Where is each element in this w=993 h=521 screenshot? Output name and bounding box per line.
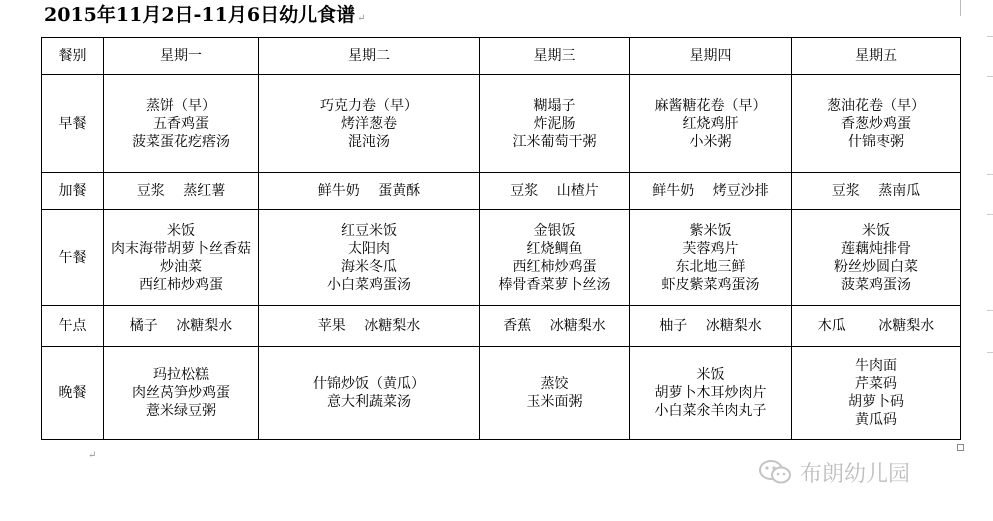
watermark-text: 布朗幼儿园 [800,461,911,487]
header-day: 星期四 [630,38,792,75]
title-text: 2015年11月2日-11月6日幼儿食谱 [44,4,356,26]
menu-cell [259,306,480,347]
meal-label: 早餐 [42,75,104,173]
dish-item: 菠菜蛋花疙瘩汤 [132,133,230,150]
dish-item: 肉末海带胡萝卜丝香菇 [111,240,251,257]
dish-item: 蒸饼（早） [146,97,216,114]
dish-item: 薏米绿豆粥 [146,403,216,419]
dish-item: 什锦枣粥 [848,133,904,150]
menu-cell [792,173,961,210]
menu-cell [630,306,792,347]
header-meal-type: 餐别 [42,38,104,75]
meal-label: 晚餐 [42,347,104,440]
dish-item: 米饭 [167,222,195,239]
dish-item: 东北地三鲜 [675,258,746,275]
watermark [758,458,910,486]
dish-item: 混沌汤 [348,133,390,150]
dish-item: 牛肉面 [855,358,897,374]
dish-item: 糊塌子 [533,97,576,114]
paragraph-mark: ↵ [357,13,366,24]
dish-item: 金银饭 [533,222,576,239]
dish-item: 米饭 [862,222,890,239]
menu-cell [104,173,259,210]
dish-item: 香蕉 冰糖梨水 [503,318,606,334]
menu-cell [630,75,792,173]
menu-cell [104,75,259,173]
dish-item: 莲藕炖排骨 [841,240,911,257]
dish-item: 粉丝炒圆白菜 [834,258,918,275]
dish-item: 红烧鸡肝 [682,115,739,132]
page-title [44,2,365,28]
dish-item: 江米葡萄干粥 [512,133,597,150]
menu-cell [792,347,961,440]
table-row [42,173,961,210]
dish-item: 柚子 冰糖梨水 [659,318,762,334]
dish-item: 苹果 冰糖梨水 [317,318,421,334]
margin-marker [987,352,993,353]
dish-item: 麻酱糖花卷（早） [654,97,767,114]
meal-label: 午点 [42,306,104,347]
dish-item: 芹菜码 [855,376,897,392]
header-day: 星期五 [792,38,961,75]
dish-item: 玛拉松糕 [153,367,209,383]
dish-item: 红豆米饭 [341,222,397,239]
dish-item: 香葱炒鸡蛋 [841,115,911,132]
dish-item: 鲜牛奶 烤豆沙排 [652,183,769,199]
dish-item: 炸泥肠 [533,115,576,132]
dish-item: 意大利蔬菜汤 [327,394,411,410]
menu-cell [630,210,792,306]
dish-item: 黄瓜码 [855,412,897,428]
menu-cell [480,347,630,440]
menu-cell [480,173,630,210]
page-edge-line [960,0,961,16]
dish-item: 紫米饭 [689,222,732,239]
margin-marker [987,36,993,37]
dish-item: 蒸饺 [540,376,569,392]
dish-item: 红烧鲷鱼 [526,240,583,257]
dish-item: 烤洋葱卷 [341,115,397,132]
dish-item: 小白菜鸡蛋汤 [327,276,411,293]
dish-item: 什锦炒饭（黄瓜） [313,376,425,392]
menu-cell [104,347,259,440]
dish-item: 豆浆 山楂片 [510,183,599,199]
margin-marker [987,310,993,311]
table-resize-handle[interactable] [957,444,964,451]
menu-table [41,37,961,440]
dish-item: 西红柿炒鸡蛋 [512,258,597,275]
dish-item: 小白菜氽羊肉丸子 [654,403,767,419]
menu-cell [792,306,961,347]
header-day: 星期一 [104,38,259,75]
header-row [42,38,961,75]
dish-item: 菠菜鸡蛋汤 [841,276,911,293]
dish-item: 米饭 [696,367,725,383]
menu-cell [480,306,630,347]
header-day: 星期二 [259,38,480,75]
margin-marker [987,174,993,175]
menu-cell [259,347,480,440]
dish-item: 小米粥 [689,133,732,150]
menu-cell [259,210,480,306]
dish-item: 芙蓉鸡片 [682,240,739,257]
dish-item: 五香鸡蛋 [153,115,209,132]
dish-item: 橘子 冰糖梨水 [129,318,233,334]
dish-item: 肉丝莴笋炒鸡蛋 [132,385,230,401]
dish-item: 玉米面粥 [526,394,583,410]
menu-cell [104,306,259,347]
meal-label: 加餐 [42,173,104,210]
margin-marker [987,76,993,77]
menu-cell [480,75,630,173]
meal-label: 午餐 [42,210,104,306]
menu-cell [792,75,961,173]
menu-cell [104,210,259,306]
dish-item: 胡萝卜木耳炒肉片 [654,385,767,401]
paragraph-mark-after-table: ↵ [88,450,97,461]
menu-cell [630,173,792,210]
header-day: 星期三 [480,38,630,75]
table-row [42,306,961,347]
menu-cell [630,347,792,440]
dish-item: 木瓜 冰糖梨水 [817,318,935,334]
dish-item: 棒骨香菜萝卜丝汤 [498,276,611,293]
dish-item: 炒油菜 [160,258,202,275]
dish-item: 豆浆 蒸南瓜 [831,183,921,199]
dish-item: 葱油花卷（早） [827,97,925,114]
margin-marker [987,214,993,215]
dish-item: 虾皮紫菜鸡蛋汤 [661,276,760,293]
table-row [42,347,961,440]
dish-item: 西红柿炒鸡蛋 [139,276,223,293]
dish-item: 豆浆 蒸红薯 [136,183,226,199]
menu-cell [259,173,480,210]
dish-item: 巧克力卷（早） [320,97,418,114]
table-row [42,75,961,173]
dish-item: 鲜牛奶 蛋黄酥 [317,183,421,199]
menu-cell [259,75,480,173]
menu-cell [480,210,630,306]
dish-item: 胡萝卜码 [848,394,904,410]
wechat-icon [758,459,792,485]
menu-cell [792,210,961,306]
dish-item: 太阳肉 [348,240,390,257]
dish-item: 海米冬瓜 [341,258,397,275]
table-row [42,210,961,306]
